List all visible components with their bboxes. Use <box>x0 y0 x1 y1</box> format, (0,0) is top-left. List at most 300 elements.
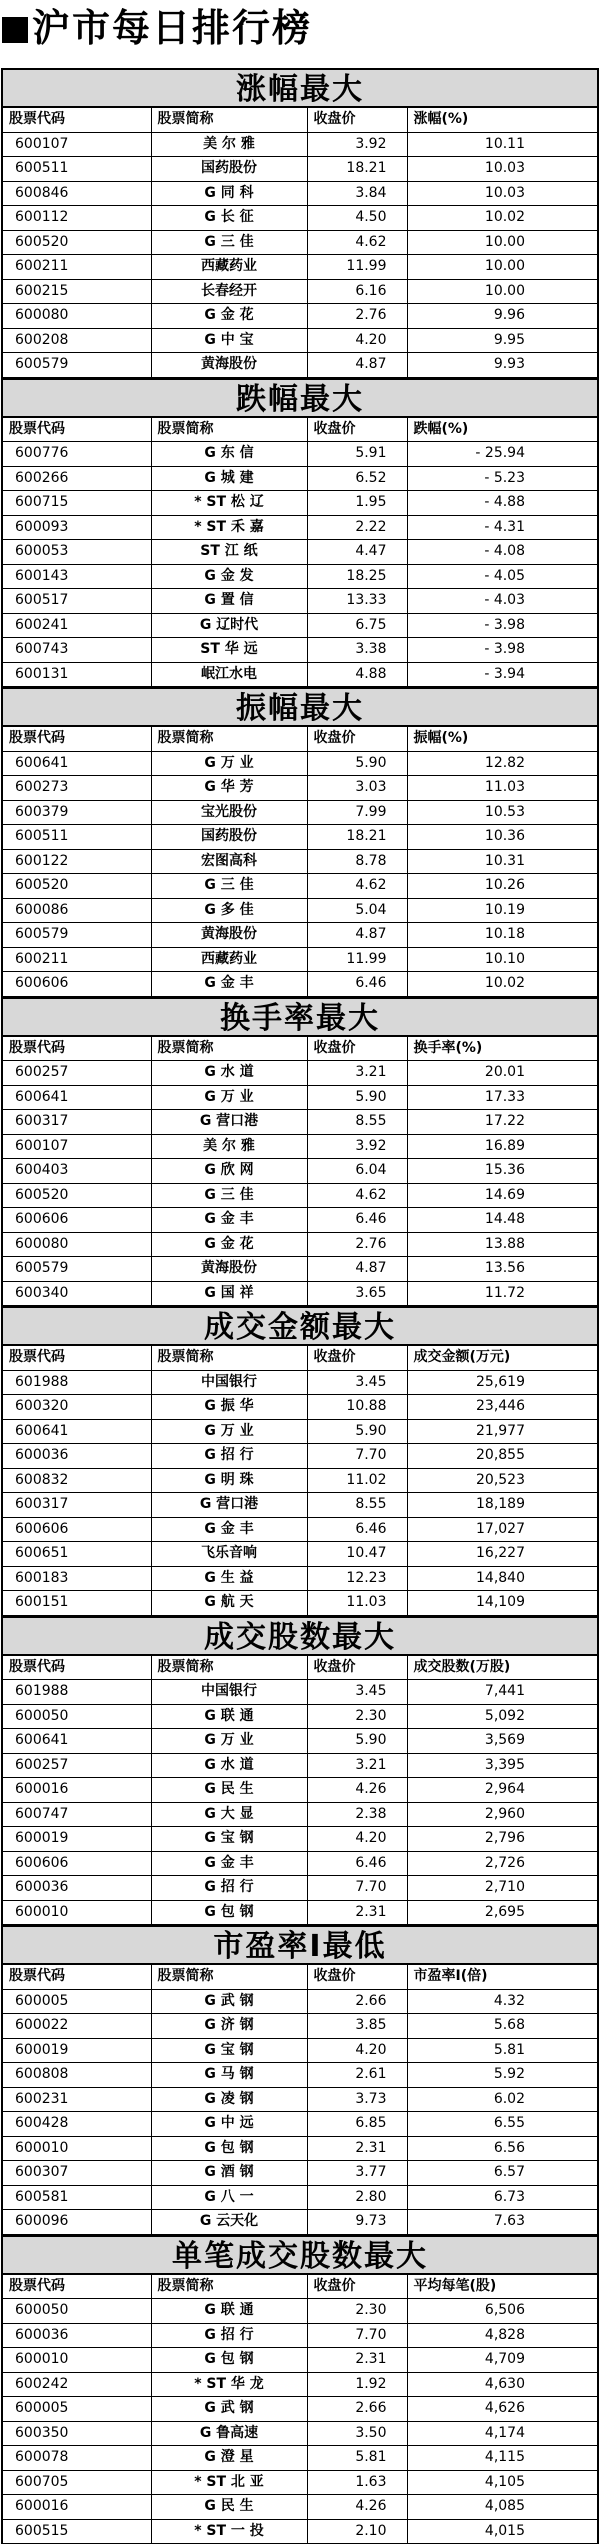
stock-name: G 同 科 <box>151 181 307 206</box>
close-price: 7.70 <box>307 2323 407 2348</box>
ranking-table <box>3 727 597 997</box>
stock-code: 600320 <box>3 1395 151 1420</box>
stock-code: 600143 <box>3 564 151 589</box>
close-price: 2.30 <box>307 2299 407 2324</box>
column-header: 股票代码 <box>3 1346 151 1370</box>
stock-code: 601988 <box>3 1680 151 1705</box>
close-price: 6.04 <box>307 1159 407 1184</box>
stock-name: ST 江 纸 <box>151 540 307 565</box>
stock-code: 600307 <box>3 2161 151 2186</box>
column-header: 股票代码 <box>3 418 151 442</box>
metric-value: 6.57 <box>407 2161 597 2186</box>
metric-value: 17.33 <box>407 1085 597 1110</box>
column-header: 市盈率Ⅰ(倍) <box>407 1965 597 1989</box>
table-row <box>3 1729 597 1754</box>
close-price: 3.77 <box>307 2161 407 2186</box>
stock-name: G 包 钢 <box>151 1900 307 1925</box>
stock-name: G 凌 钢 <box>151 2087 307 2112</box>
metric-value: 3,569 <box>407 1729 597 1754</box>
close-price: 3.03 <box>307 776 407 801</box>
stock-name: G 营口港 <box>151 1493 307 1518</box>
close-price: 1.95 <box>307 491 407 516</box>
column-header: 换手率(%) <box>407 1037 597 1061</box>
stock-code: 600096 <box>3 2210 151 2235</box>
metric-value: 10.18 <box>407 923 597 948</box>
stock-name: G 金 丰 <box>151 1851 307 1876</box>
metric-value: 14,109 <box>407 1591 597 1616</box>
stock-name: G 三 佳 <box>151 230 307 255</box>
rankings-container <box>1 68 599 2544</box>
close-price: 2.31 <box>307 1900 407 1925</box>
stock-name: G 三 佳 <box>151 1183 307 1208</box>
table-row <box>3 1134 597 1159</box>
stock-code: 600053 <box>3 540 151 565</box>
column-header: 收盘价 <box>307 108 407 132</box>
metric-value: 5,092 <box>407 1704 597 1729</box>
close-price: 5.91 <box>307 442 407 467</box>
stock-code: 600019 <box>3 1827 151 1852</box>
metric-value: 6,506 <box>407 2299 597 2324</box>
metric-value: 16,227 <box>407 1542 597 1567</box>
stock-name: G 联 通 <box>151 2299 307 2324</box>
table-row <box>3 1085 597 1110</box>
close-price: 4.20 <box>307 1827 407 1852</box>
close-price: 4.62 <box>307 1183 407 1208</box>
stock-code: 600242 <box>3 2372 151 2397</box>
stock-name: G 金 花 <box>151 1232 307 1257</box>
stock-name: G 万 业 <box>151 1729 307 1754</box>
close-price: 8.78 <box>307 849 407 874</box>
column-header: 平均每笔(股) <box>407 2275 597 2299</box>
section-title: 振幅最大 <box>3 687 597 727</box>
metric-value: - 25.94 <box>407 442 597 467</box>
stock-name: G 明 珠 <box>151 1468 307 1493</box>
metric-value: 4,085 <box>407 2495 597 2520</box>
metric-value: 10.36 <box>407 825 597 850</box>
stock-name: 中国银行 <box>151 1370 307 1395</box>
metric-value: 21,977 <box>407 1419 597 1444</box>
metric-value: 15.36 <box>407 1159 597 1184</box>
stock-code: 600747 <box>3 1802 151 1827</box>
table-header-row <box>3 108 597 132</box>
metric-value: 25,619 <box>407 1370 597 1395</box>
stock-name: 宏图高科 <box>151 849 307 874</box>
metric-value: 16.89 <box>407 1134 597 1159</box>
table-row <box>3 491 597 516</box>
stock-name: 黄海股份 <box>151 353 307 378</box>
stock-name: * ST 禾 嘉 <box>151 515 307 540</box>
stock-code: 600743 <box>3 638 151 663</box>
stock-code: 600641 <box>3 1729 151 1754</box>
stock-code: 600257 <box>3 1061 151 1086</box>
close-price: 1.63 <box>307 2470 407 2495</box>
column-header: 收盘价 <box>307 1656 407 1680</box>
metric-value: 4,828 <box>407 2323 597 2348</box>
stock-code: 600086 <box>3 898 151 923</box>
metric-value: 6.55 <box>407 2112 597 2137</box>
table-row <box>3 2136 597 2161</box>
table-row <box>3 638 597 663</box>
metric-value: 7,441 <box>407 1680 597 1705</box>
stock-name: G 澄 星 <box>151 2446 307 2471</box>
close-price: 4.87 <box>307 1257 407 1282</box>
close-price: 5.90 <box>307 751 407 776</box>
section-title: 涨幅最大 <box>3 68 597 108</box>
close-price: 5.90 <box>307 1085 407 1110</box>
metric-value: 10.00 <box>407 230 597 255</box>
stock-code: 600122 <box>3 849 151 874</box>
close-price: 6.52 <box>307 466 407 491</box>
column-header: 跌幅(%) <box>407 418 597 442</box>
stock-name: G 包 钢 <box>151 2348 307 2373</box>
table-row <box>3 1257 597 1282</box>
stock-name: G 东 信 <box>151 442 307 467</box>
column-header: 股票简称 <box>151 2275 307 2299</box>
stock-name: G 济 钢 <box>151 2014 307 2039</box>
table-row <box>3 304 597 329</box>
stock-code: 600005 <box>3 2397 151 2422</box>
table-row <box>3 800 597 825</box>
metric-value: 23,446 <box>407 1395 597 1420</box>
metric-value: 11.03 <box>407 776 597 801</box>
stock-name: G 马 钢 <box>151 2063 307 2088</box>
metric-value: 4,626 <box>407 2397 597 2422</box>
table-header-row <box>3 1346 597 1370</box>
table-row <box>3 2372 597 2397</box>
stock-name: G 大 显 <box>151 1802 307 1827</box>
stock-name: * ST 松 辽 <box>151 491 307 516</box>
stock-code: 600641 <box>3 1085 151 1110</box>
close-price: 4.26 <box>307 2495 407 2520</box>
stock-code: 600078 <box>3 2446 151 2471</box>
stock-code: 600776 <box>3 442 151 467</box>
close-price: 5.81 <box>307 2446 407 2471</box>
ranking-table <box>3 418 597 688</box>
stock-name: G 宝 钢 <box>151 1827 307 1852</box>
table-row <box>3 279 597 304</box>
ranking-table <box>3 1656 597 1926</box>
stock-name: G 武 钢 <box>151 2397 307 2422</box>
stock-code: 600705 <box>3 2470 151 2495</box>
table-row <box>3 2087 597 2112</box>
section-title: 跌幅最大 <box>3 378 597 418</box>
metric-value: - 4.03 <box>407 589 597 614</box>
stock-code: 600832 <box>3 1468 151 1493</box>
close-price: 11.99 <box>307 947 407 972</box>
table-row <box>3 898 597 923</box>
metric-value: 10.53 <box>407 800 597 825</box>
table-row <box>3 206 597 231</box>
stock-name: G 长 征 <box>151 206 307 231</box>
table-row <box>3 157 597 182</box>
stock-name: * ST 一 投 <box>151 2519 307 2544</box>
table-row <box>3 181 597 206</box>
stock-code: 600606 <box>3 1208 151 1233</box>
table-row <box>3 1468 597 1493</box>
close-price: 7.99 <box>307 800 407 825</box>
table-row <box>3 466 597 491</box>
column-header: 股票代码 <box>3 727 151 751</box>
close-price: 6.85 <box>307 2112 407 2137</box>
stock-name: G 包 钢 <box>151 2136 307 2161</box>
table-header-row <box>3 1656 597 1680</box>
stock-name: 飞乐音响 <box>151 1542 307 1567</box>
close-price: 1.92 <box>307 2372 407 2397</box>
stock-name: G 中 宝 <box>151 328 307 353</box>
table-header-row <box>3 2275 597 2299</box>
ranking-table <box>3 2275 597 2544</box>
stock-name: ST 华 远 <box>151 638 307 663</box>
column-header: 股票简称 <box>151 1346 307 1370</box>
stock-name: 美 尔 雅 <box>151 1134 307 1159</box>
stock-name: G 宝 钢 <box>151 2038 307 2063</box>
metric-value: 5.81 <box>407 2038 597 2063</box>
close-price: 2.10 <box>307 2519 407 2544</box>
metric-value: 4,115 <box>407 2446 597 2471</box>
close-price: 13.33 <box>307 589 407 614</box>
column-header: 收盘价 <box>307 1037 407 1061</box>
stock-name: 中国银行 <box>151 1680 307 1705</box>
metric-value: 20,523 <box>407 1468 597 1493</box>
table-row <box>3 1183 597 1208</box>
stock-name: 国药股份 <box>151 157 307 182</box>
close-price: 2.76 <box>307 1232 407 1257</box>
table-row <box>3 1591 597 1616</box>
stock-name: G 城 建 <box>151 466 307 491</box>
close-price: 4.62 <box>307 874 407 899</box>
stock-name: G 招 行 <box>151 2323 307 2348</box>
stock-name: G 振 华 <box>151 1395 307 1420</box>
ranking-table <box>3 108 597 378</box>
ranking-section <box>3 68 597 378</box>
close-price: 3.21 <box>307 1753 407 1778</box>
table-row <box>3 1827 597 1852</box>
stock-code: 600231 <box>3 2087 151 2112</box>
section-title: 换手率最大 <box>3 997 597 1037</box>
stock-name: G 酒 钢 <box>151 2161 307 2186</box>
metric-value: 2,960 <box>407 1802 597 1827</box>
stock-name: 国药股份 <box>151 825 307 850</box>
table-row <box>3 751 597 776</box>
column-header: 股票简称 <box>151 418 307 442</box>
close-price: 2.66 <box>307 2397 407 2422</box>
stock-name: G 欣 网 <box>151 1159 307 1184</box>
table-row <box>3 1493 597 1518</box>
stock-code: 600183 <box>3 1566 151 1591</box>
stock-code: 600080 <box>3 304 151 329</box>
close-price: 2.22 <box>307 515 407 540</box>
close-price: 18.21 <box>307 157 407 182</box>
metric-value: 10.00 <box>407 255 597 280</box>
stock-code: 600151 <box>3 1591 151 1616</box>
ranking-section <box>3 1925 597 2235</box>
stock-code: 600379 <box>3 800 151 825</box>
stock-name: G 鲁高速 <box>151 2421 307 2446</box>
stock-code: 600211 <box>3 255 151 280</box>
close-price: 8.55 <box>307 1110 407 1135</box>
stock-code: 600010 <box>3 2348 151 2373</box>
stock-code: 600266 <box>3 466 151 491</box>
column-header: 收盘价 <box>307 1965 407 1989</box>
stock-name: G 多 佳 <box>151 898 307 923</box>
table-row <box>3 1232 597 1257</box>
stock-code: 600581 <box>3 2185 151 2210</box>
metric-value: - 3.94 <box>407 662 597 687</box>
table-row <box>3 1395 597 1420</box>
table-row <box>3 2348 597 2373</box>
column-header: 股票简称 <box>151 1965 307 1989</box>
metric-value: 10.03 <box>407 181 597 206</box>
close-price: 6.46 <box>307 1208 407 1233</box>
close-price: 9.73 <box>307 2210 407 2235</box>
table-row <box>3 2185 597 2210</box>
stock-code: 600340 <box>3 1281 151 1306</box>
section-title: 市盈率Ⅰ最低 <box>3 1925 597 1965</box>
metric-value: 2,726 <box>407 1851 597 1876</box>
stock-code: 600511 <box>3 157 151 182</box>
metric-value: 10.00 <box>407 279 597 304</box>
ranking-table <box>3 1346 597 1616</box>
stock-code: 600846 <box>3 181 151 206</box>
ranking-table <box>3 1037 597 1307</box>
ranking-section <box>3 1306 597 1616</box>
table-header-row <box>3 418 597 442</box>
close-price: 4.47 <box>307 540 407 565</box>
stock-name: G 三 佳 <box>151 874 307 899</box>
close-price: 3.73 <box>307 2087 407 2112</box>
table-row <box>3 1281 597 1306</box>
table-header-row <box>3 1037 597 1061</box>
metric-value: 6.02 <box>407 2087 597 2112</box>
stock-name: * ST 华 龙 <box>151 2372 307 2397</box>
close-price: 2.31 <box>307 2136 407 2161</box>
table-row <box>3 923 597 948</box>
close-price: 7.70 <box>307 1876 407 1901</box>
stock-name: G 水 道 <box>151 1061 307 1086</box>
stock-name: G 联 通 <box>151 1704 307 1729</box>
table-row <box>3 1517 597 1542</box>
stock-code: 600050 <box>3 2299 151 2324</box>
close-price: 6.75 <box>307 613 407 638</box>
table-row <box>3 947 597 972</box>
table-row <box>3 2470 597 2495</box>
table-row <box>3 1110 597 1135</box>
table-row <box>3 1370 597 1395</box>
metric-value: 3,395 <box>407 1753 597 1778</box>
stock-code: 600022 <box>3 2014 151 2039</box>
close-price: 3.45 <box>307 1370 407 1395</box>
metric-value: 17,027 <box>407 1517 597 1542</box>
close-price: 4.20 <box>307 328 407 353</box>
stock-name: G 万 业 <box>151 1085 307 1110</box>
stock-code: 601988 <box>3 1370 151 1395</box>
table-row <box>3 589 597 614</box>
metric-value: 14.48 <box>407 1208 597 1233</box>
stock-code: 600080 <box>3 1232 151 1257</box>
table-row <box>3 1542 597 1567</box>
stock-code: 600010 <box>3 1900 151 1925</box>
stock-code: 600808 <box>3 2063 151 2088</box>
close-price: 18.21 <box>307 825 407 850</box>
metric-value: - 3.98 <box>407 638 597 663</box>
table-row <box>3 2210 597 2235</box>
metric-value: 4.32 <box>407 1989 597 2014</box>
stock-code: 600520 <box>3 230 151 255</box>
stock-code: 600606 <box>3 1851 151 1876</box>
metric-value: 11.72 <box>407 1281 597 1306</box>
stock-code: 600093 <box>3 515 151 540</box>
metric-value: 6.73 <box>407 2185 597 2210</box>
metric-value: 10.19 <box>407 898 597 923</box>
table-row <box>3 132 597 157</box>
stock-code: 600036 <box>3 2323 151 2348</box>
stock-code: 600606 <box>3 1517 151 1542</box>
table-row <box>3 662 597 687</box>
metric-value: 13.56 <box>407 1257 597 1282</box>
metric-value: 10.02 <box>407 972 597 997</box>
close-price: 2.38 <box>307 1802 407 1827</box>
table-row <box>3 825 597 850</box>
stock-name: G 民 生 <box>151 2495 307 2520</box>
metric-value: 4,174 <box>407 2421 597 2446</box>
close-price: 3.45 <box>307 1680 407 1705</box>
stock-code: 600016 <box>3 2495 151 2520</box>
close-price: 2.30 <box>307 1704 407 1729</box>
table-row <box>3 2495 597 2520</box>
table-row <box>3 2519 597 2544</box>
metric-value: 13.88 <box>407 1232 597 1257</box>
table-row <box>3 2421 597 2446</box>
table-row <box>3 255 597 280</box>
table-header-row <box>3 727 597 751</box>
ranking-section <box>3 2235 597 2544</box>
metric-value: - 3.98 <box>407 613 597 638</box>
close-price: 3.84 <box>307 181 407 206</box>
close-price: 3.92 <box>307 1134 407 1159</box>
stock-name: G 辽时代 <box>151 613 307 638</box>
close-price: 3.21 <box>307 1061 407 1086</box>
close-price: 6.46 <box>307 1851 407 1876</box>
stock-code: 600511 <box>3 825 151 850</box>
column-header: 涨幅(%) <box>407 108 597 132</box>
ranking-section <box>3 378 597 688</box>
table-row <box>3 2161 597 2186</box>
close-price: 2.80 <box>307 2185 407 2210</box>
metric-value: - 4.05 <box>407 564 597 589</box>
column-header: 股票简称 <box>151 1656 307 1680</box>
table-row <box>3 2299 597 2324</box>
table-row <box>3 1061 597 1086</box>
stock-code: 600107 <box>3 132 151 157</box>
ranking-table <box>3 1965 597 2235</box>
section-title: 单笔成交股数最大 <box>3 2235 597 2275</box>
stock-name: G 金 丰 <box>151 1517 307 1542</box>
metric-value: 14,840 <box>407 1566 597 1591</box>
table-row <box>3 540 597 565</box>
stock-code: 600579 <box>3 1257 151 1282</box>
stock-code: 600579 <box>3 353 151 378</box>
column-header: 成交股数(万股) <box>407 1656 597 1680</box>
stock-code: 600641 <box>3 1419 151 1444</box>
column-header: 收盘价 <box>307 727 407 751</box>
close-price: 5.90 <box>307 1729 407 1754</box>
table-row <box>3 2323 597 2348</box>
column-header: 收盘价 <box>307 1346 407 1370</box>
stock-code: 600010 <box>3 2136 151 2161</box>
table-row <box>3 1566 597 1591</box>
close-price: 4.87 <box>307 923 407 948</box>
column-header: 收盘价 <box>307 2275 407 2299</box>
